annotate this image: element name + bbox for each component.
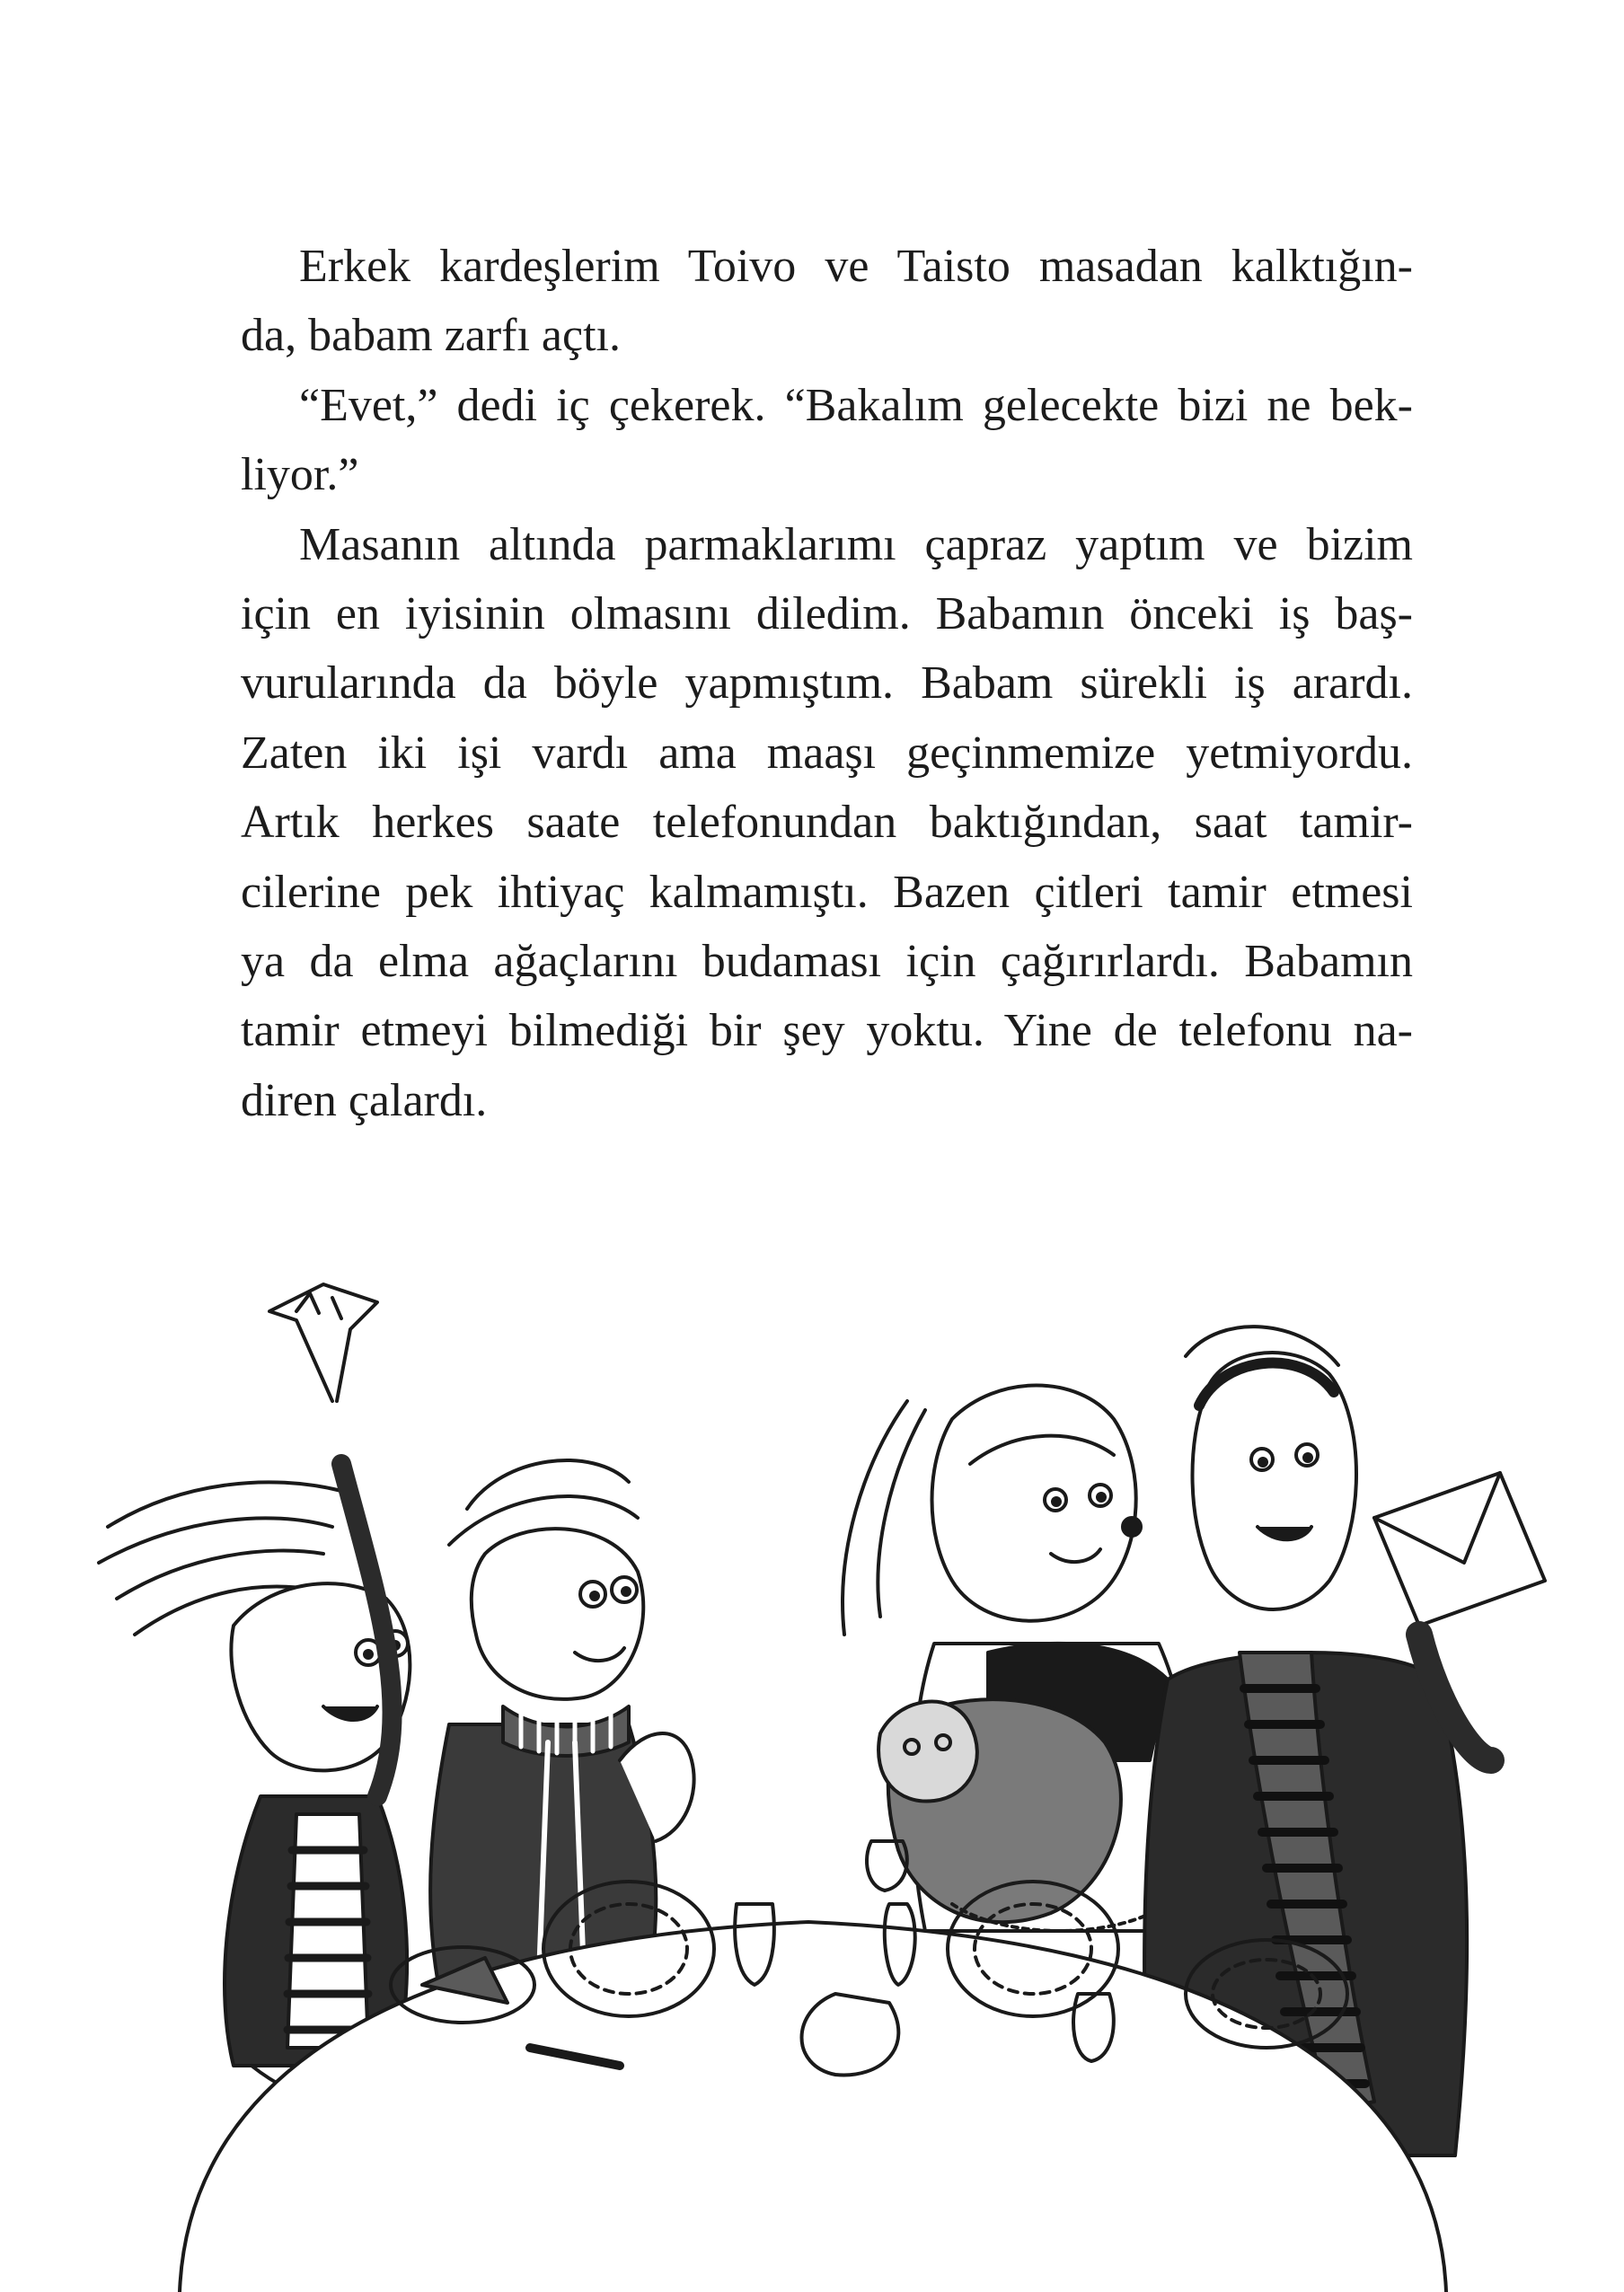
text-line: da, babam zarfı açtı. <box>241 310 621 362</box>
paragraph <box>241 232 1413 371</box>
teapot <box>802 1994 899 2075</box>
boy-with-scarf-figure <box>430 1460 694 1994</box>
text-line: Erkek kardeşlerim Toivo ve Taisto masadan kalktığın- <box>299 241 1413 292</box>
girl-with-fork-figure <box>99 1284 422 2113</box>
text-line: vurularında da böyle yapmıştım. Babam sürekli iş arardı. <box>241 657 1413 710</box>
text-line: için en iyisinin olmasını diledim. Babamın önceki iş baş- <box>241 588 1413 640</box>
text-line: “Evet,” dedi iç çekerek. “Bakalım gelecekte bizi ne bek- <box>299 379 1413 431</box>
text-line: cilerine pek ihtiyaç kalmamıştı. Bazen çitleri tamir etmesi <box>241 866 1413 918</box>
paragraph <box>241 510 1413 1136</box>
text-line: diren çalardı. <box>241 1074 488 1126</box>
text-line: Masanın altında parmaklarımı çapraz yaptım ve bizim <box>299 518 1413 570</box>
family-breakfast-illustration <box>0 1257 1624 2292</box>
text-line: liyor.” <box>241 449 359 501</box>
text-line: Artık herkes saate telefonundan baktığından, saat tamir- <box>241 797 1413 849</box>
story-text <box>241 232 1413 1135</box>
text-line: ya da elma ağaçlarını budaması için çağırırlardı. Babamın <box>241 936 1413 988</box>
paragraph <box>241 371 1413 510</box>
text-line: tamir etmeyi bilmediği bir şey yoktu. Yine de telefonu na- <box>241 1005 1413 1057</box>
mother-with-baby-figure <box>843 1386 1195 1932</box>
text-line: Zaten iki işi vardı ama maaşı geçinmemize yetmiyordu. <box>241 727 1413 779</box>
